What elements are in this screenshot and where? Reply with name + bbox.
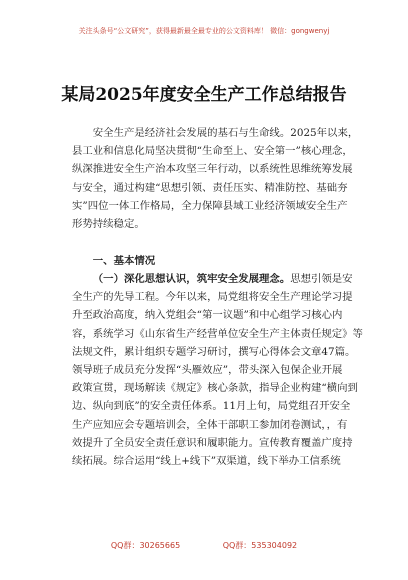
intro-line: 纵深推进安全生产治本攻坚三年行动，以系统性思维统筹发展 (72, 163, 353, 176)
para-line: 容，系统学习《山东省生产经营单位安全生产主体责任规定》等 (72, 327, 363, 340)
intro-line: 实”四位一体工作格局，全力保障县域工业经济领域安全生产 (72, 199, 348, 212)
para-line: 政策宣贯，现场解读《规定》核心条款，指导企业构建“横向到 (72, 382, 358, 395)
footer-qq-groups (0, 540, 408, 551)
para-line: 法规文件，累计组织专题学习研讨，撰写心得体会文章47篇。 (72, 345, 356, 358)
para-line: 升至政治高度，纳入党组会“第一议题”和中心组学习核心内 (72, 309, 343, 322)
section-heading: 一、基本情况 (92, 255, 156, 267)
sub-heading-line (72, 270, 353, 288)
sub-heading: （一）深化思想认识，筑牢安全发展理念。 (92, 273, 291, 285)
intro-line: 形势持续稳定。 (72, 217, 145, 230)
document-title: 某局2025年度安全生产工作总结报告 (61, 85, 347, 105)
intro-paragraph (72, 124, 359, 233)
para-line: 效提升了全员安全责任意识和履职能力。宣传教育覆盖广度持 (72, 436, 353, 449)
para-line: 领导班子成员充分发挥“头雁效应”，带头深入包保企业开展 (72, 363, 343, 376)
para-line: 续拓展。综合运用“线上+线下”双渠道，线下举办工信系统 (72, 454, 341, 467)
header-note: 关注头条号“公文研究”，获得最新最全最专业的公文资料库！ 微信：gongwenyj (78, 27, 330, 35)
para-line: 边、纵向到底”的安全责任体系。11月上旬，局党组召开安全 (72, 400, 351, 413)
intro-line: 安全生产是经济社会发展的基石与生命线。2025年以来， (92, 127, 359, 139)
basic-situation-paragraph (72, 270, 363, 470)
intro-line: 县工业和信息化局坚决贯彻“生命至上、安全第一”核心理念， (72, 145, 353, 158)
intro-line: 与安全，通过构建“思想引领、责任压实、精准防控、基础夯 (72, 181, 348, 194)
para-line: 生产应知应会专题培训会，全体干部职工参加闭卷测试，，有 (72, 418, 348, 431)
sub-heading-tail: 思想引领是安 (290, 273, 353, 285)
section-heading-block (72, 252, 344, 270)
footer-qq-group-1: QQ群：30265665 (110, 541, 181, 550)
footer-qq-group-2: QQ群：535304092 (222, 541, 298, 550)
para-line: 全生产的先导工程。今年以来，局党组将安全生产理论学习提 (72, 291, 353, 304)
